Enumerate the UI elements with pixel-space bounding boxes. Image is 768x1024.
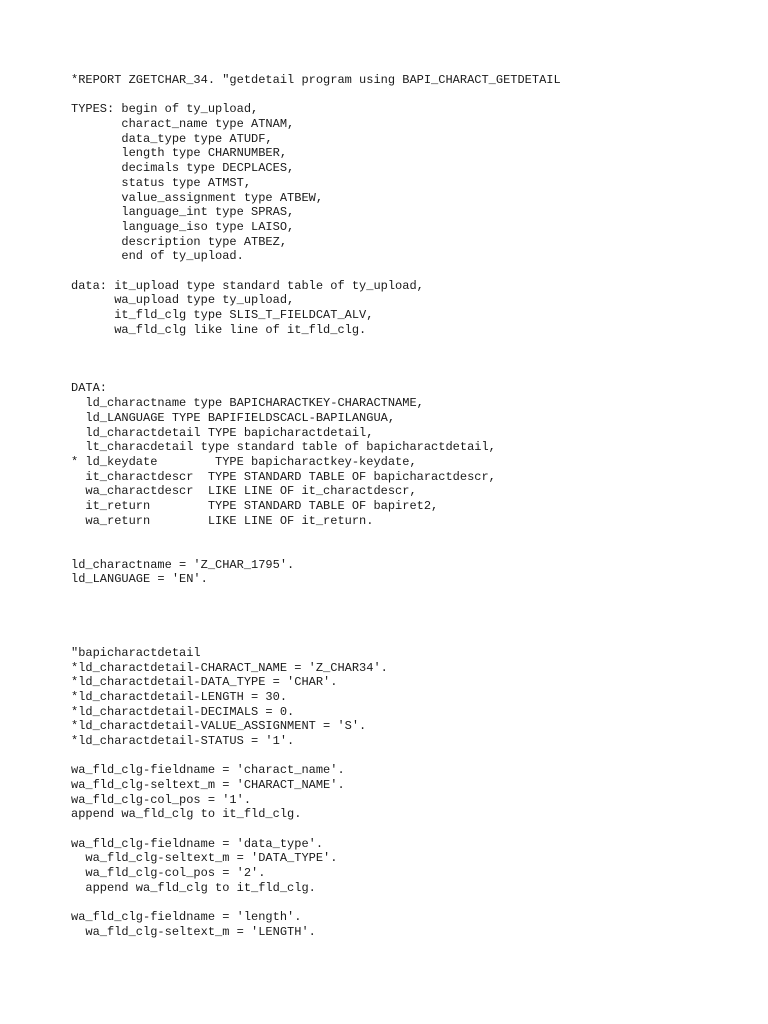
code-line: [71, 602, 561, 617]
code-line: wa_fld_clg-fieldname = 'length'.: [71, 910, 302, 925]
code-line: "bapicharactdetail: [71, 645, 201, 660]
code-line: it_fld_clg type SLIS_T_FIELDCAT_ALV,: [71, 308, 374, 322]
code-line: ld_charactname type BAPICHARACTKEY-CHARACTNAME,: [71, 396, 424, 411]
code-line: *ld_charactdetail-DATA_TYPE = 'CHAR'.: [71, 675, 338, 690]
code-listing: [71, 73, 561, 940]
code-line: it_return TYPE STANDARD TABLE OF bapiret2,: [71, 498, 439, 513]
code-line: *ld_charactdetail-STATUS = '1'.: [71, 733, 295, 748]
code-line: [71, 367, 561, 382]
code-line: wa_charactdescr LIKE LINE OF it_charactdescr,: [71, 484, 417, 499]
code-line: language_iso type LAISO,: [71, 219, 295, 234]
code-line: ld_LANGUAGE TYPE BAPIFIELDSCACL-BAPILANGUA,: [71, 410, 396, 425]
code-line: description type ATBEZ,: [71, 234, 288, 249]
code-line: data: it_upload type standard table of ty_upload,: [71, 278, 424, 293]
code-line: status type ATMST,: [71, 175, 252, 190]
code-line: length type CHARNUMBER,: [71, 146, 288, 161]
code-line: wa_upload type ty_upload,: [71, 293, 295, 308]
code-line: wa_fld_clg-seltext_m = 'LENGTH'.: [71, 924, 316, 939]
code-line: [71, 896, 561, 911]
code-line: it_charactdescr TYPE STANDARD TABLE OF bapicharactdescr,: [71, 469, 496, 484]
code-line: [71, 616, 561, 631]
code-line: wa_fld_clg-col_pos = '2'.: [71, 866, 266, 881]
code-line: TYPES: begin of ty_upload,: [71, 102, 259, 117]
code-line: end of ty_upload.: [71, 249, 244, 264]
code-line: [71, 543, 561, 558]
code-line: * ld_keydate TYPE bapicharactkey-keydate,: [71, 454, 417, 469]
code-line: *ld_charactdetail-DECIMALS = 0.: [71, 704, 295, 719]
code-line: *ld_charactdetail-CHARACT_NAME = 'Z_CHAR34'.: [71, 660, 388, 675]
code-line: *REPORT ZGETCHAR_34. "getdetail program using BAPI_CHARACT_GETDETAIL: [71, 73, 561, 87]
code-line: [71, 88, 561, 103]
code-line: lt_characdetail type standard table of bapicharactdetail,: [71, 440, 496, 455]
code-line: wa_fld_clg like line of it_fld_clg.: [71, 322, 367, 337]
code-line: [71, 749, 561, 764]
code-line: *ld_charactdetail-VALUE_ASSIGNMENT = 'S'.: [71, 719, 367, 734]
code-line: [71, 264, 561, 279]
code-line: [71, 587, 561, 602]
code-line: charact_name type ATNAM,: [71, 117, 295, 132]
code-line: *ld_charactdetail-LENGTH = 30.: [71, 689, 288, 704]
code-line: wa_fld_clg-fieldname = 'charact_name'.: [71, 763, 345, 778]
code-line: [71, 822, 561, 837]
code-line: append wa_fld_clg to it_fld_clg.: [71, 807, 302, 822]
code-line: ld_charactdetail TYPE bapicharactdetail,: [71, 425, 374, 440]
code-line: append wa_fld_clg to it_fld_clg.: [71, 880, 316, 895]
code-line: decimals type DECPLACES,: [71, 161, 295, 176]
code-line: [71, 528, 561, 543]
code-line: wa_fld_clg-seltext_m = 'CHARACT_NAME'.: [71, 778, 345, 792]
code-line: [71, 352, 561, 367]
code-line: ld_LANGUAGE = 'EN'.: [71, 572, 208, 587]
code-line: data_type type ATUDF,: [71, 131, 273, 146]
code-line: value_assignment type ATBEW,: [71, 190, 324, 205]
code-line: language_int type SPRAS,: [71, 205, 295, 220]
code-line: [71, 631, 561, 646]
code-line: wa_fld_clg-fieldname = 'data_type'.: [71, 836, 324, 851]
code-line: wa_fld_clg-seltext_m = 'DATA_TYPE'.: [71, 851, 338, 866]
code-line: wa_fld_clg-col_pos = '1'.: [71, 792, 252, 807]
code-line: ld_charactname = 'Z_CHAR_1795'.: [71, 557, 295, 572]
code-line: [71, 337, 561, 352]
code-line: DATA:: [71, 381, 108, 396]
code-line: wa_return LIKE LINE OF it_return.: [71, 513, 374, 528]
